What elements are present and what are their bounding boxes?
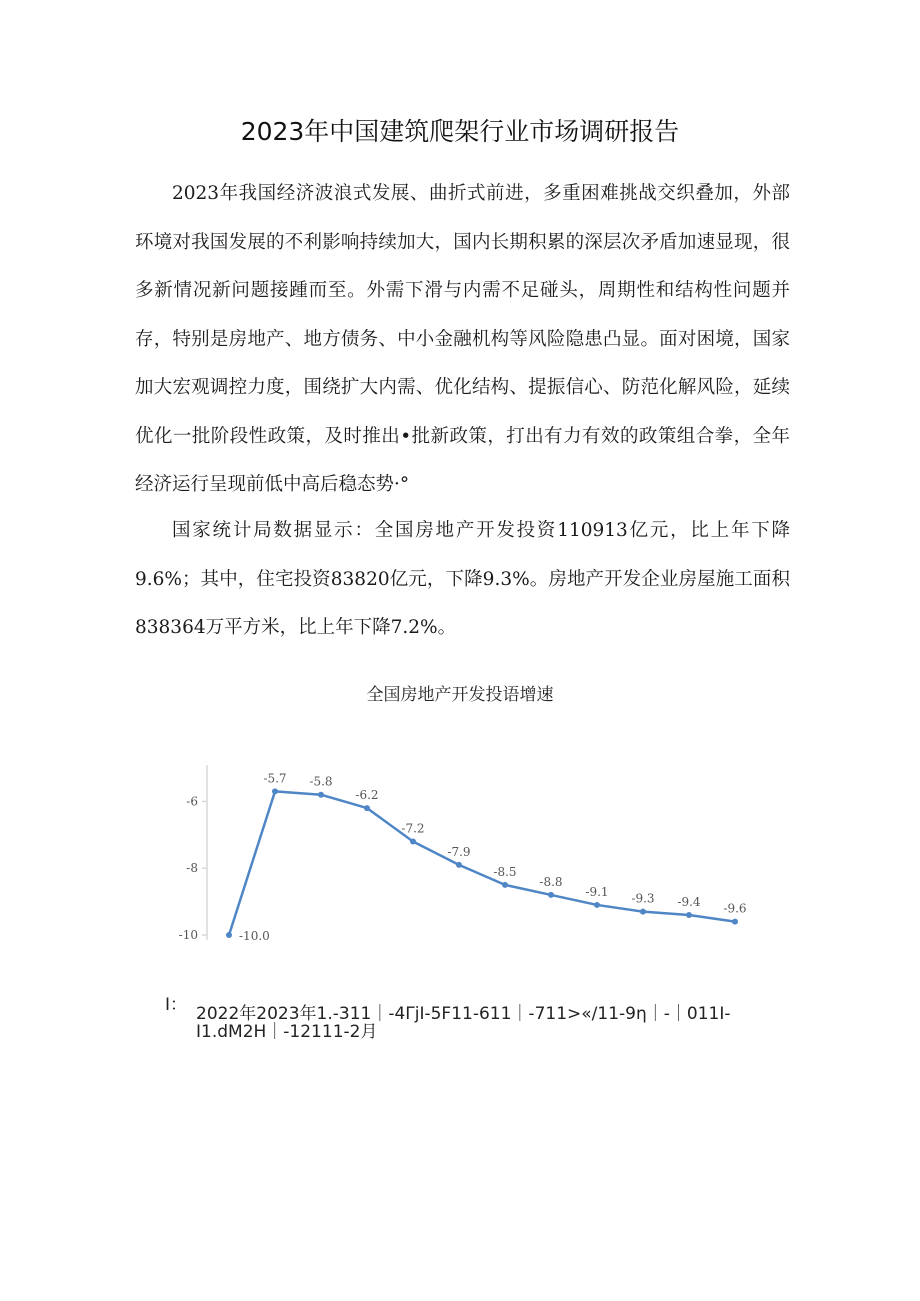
data-label: -10.0 <box>239 929 270 943</box>
investment-growth-line-chart <box>160 750 760 960</box>
data-point <box>502 882 508 888</box>
page-title: 2023年中国建筑爬架行业市场调研报告 <box>240 117 680 146</box>
data-label: -9.3 <box>631 891 655 906</box>
data-point <box>686 912 692 918</box>
data-label: -9.4 <box>677 894 701 909</box>
chart-caption-line-1: 2022年2023年1.-311｜-4ΓjI-5F11-611｜-711>«/11-9η｜-｜011I- <box>196 1004 731 1024</box>
data-label: -7.9 <box>447 844 471 859</box>
body-paragraph-economy: 2023年我国经济波浪式发展、曲折式前进，多重困难挑战交织叠加，外部环境对我国发展的不利影响持续加大，国内长期积累的深层次矛盾加速显现，很多新情况新问题接踵而至。外需下滑与内需不足碰头，周期性和结构性问题并存，特别是房地产、地方债务、中小金融机构等风险隐患凸显。面对困境，国家加大宏观调控力度，围绕扩大内需、优化结构、提振信心、防范化解风险，延续优化一批阶段性政策，及时推出•批新政策，打出有力有效的政策组合拳，全年经济运行呈现前低中高后稳态势·° <box>135 183 790 495</box>
chart-title: 全国房地产开发投语增速 <box>366 685 554 705</box>
body-paragraph-statistics: 国家统计局数据显示：全国房地产开发投资110913亿元，比上年下降9.6%；其中，住宅投资83820亿元，下降9.3%。房地产开发企业房屋施工面积838364万平方米，比上年下降7.2%。 <box>135 520 790 638</box>
data-label: -6.2 <box>355 788 379 803</box>
data-label: -5.8 <box>309 774 333 789</box>
data-label: -9.6 <box>723 901 747 916</box>
data-point <box>272 788 278 794</box>
chart-caption-mark: I： <box>165 995 188 1015</box>
data-label: -8.8 <box>539 874 563 889</box>
y-tick-label: -10 <box>178 928 198 942</box>
data-label: -5.7 <box>263 771 287 786</box>
series-line <box>229 791 735 935</box>
data-label: -7.2 <box>401 821 425 836</box>
data-label: -8.5 <box>493 864 517 879</box>
data-point <box>456 862 462 868</box>
data-point <box>226 932 232 938</box>
data-point <box>640 909 646 915</box>
data-point <box>732 919 738 925</box>
data-point <box>410 838 416 844</box>
data-point <box>364 805 370 811</box>
y-tick-label: -6 <box>186 794 198 809</box>
data-point <box>318 792 324 798</box>
data-point <box>548 892 554 898</box>
data-point <box>594 902 600 908</box>
y-tick-label: -8 <box>186 861 198 876</box>
chart-caption-line-2: I1.dM2H｜-12111-2月 <box>196 1022 378 1042</box>
data-label: -9.1 <box>585 884 609 899</box>
